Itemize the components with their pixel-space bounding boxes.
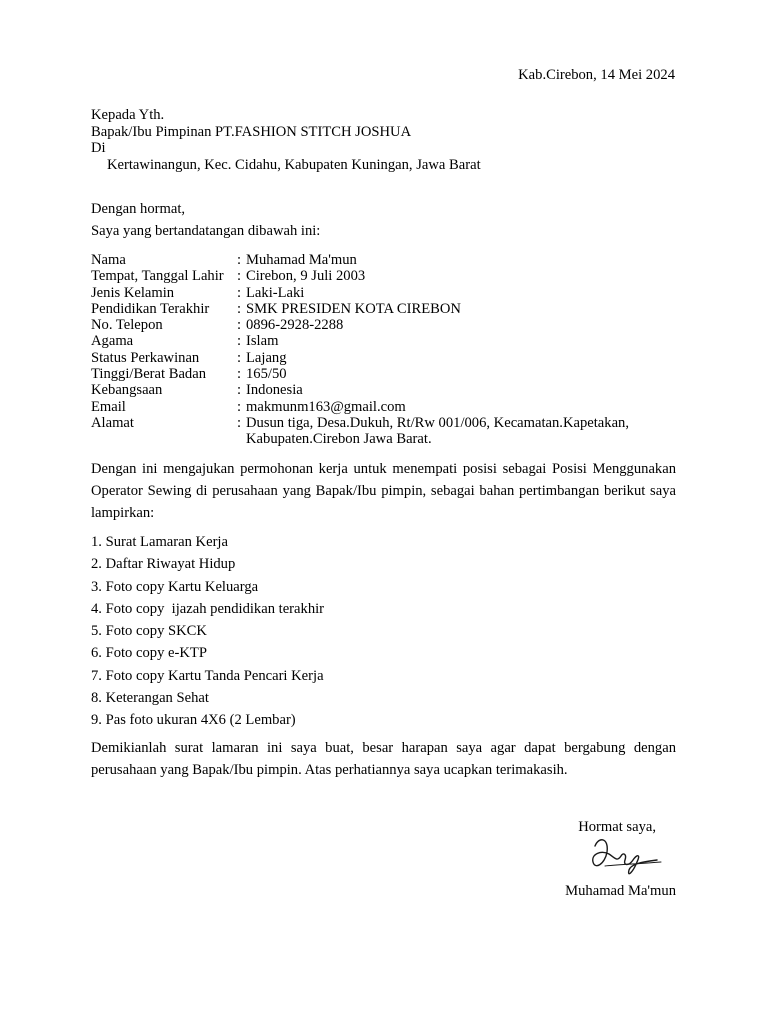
place-date: Kab.Cirebon, 14 Mei 2024 <box>518 67 675 83</box>
identity-separator: : <box>237 284 242 301</box>
identity-separator: : <box>237 382 242 399</box>
identity-separator: : <box>237 317 242 334</box>
identity-row <box>91 350 676 366</box>
identity-value: makmunm163@gmail.com <box>246 398 406 415</box>
identity-row <box>91 415 676 448</box>
identity-label: Email <box>91 398 126 415</box>
identity-value: Cirebon, 9 Juli 2003 <box>246 268 366 285</box>
recipient-address: Kertawinangun, Kec. Cidahu, Kabupaten Kuningan, Jawa Barat <box>107 156 481 173</box>
attachment-item: 2. Daftar Riwayat Hidup <box>91 556 236 573</box>
attachment-item: 5. Foto copy SKCK <box>91 623 207 640</box>
identity-row <box>91 317 676 333</box>
salutation: Dengan hormat, <box>91 201 186 217</box>
identity-row <box>91 333 676 349</box>
identity-separator: : <box>237 300 242 317</box>
identity-separator: : <box>237 349 242 366</box>
address-line-2: Kabupaten.Cirebon Jawa Barat. <box>246 431 432 448</box>
identity-value: Indonesia <box>246 382 303 399</box>
identity-label: Tinggi/Berat Badan <box>91 366 206 383</box>
identity-label: Agama <box>91 333 134 350</box>
identity-label: Nama <box>91 252 126 268</box>
recipient-line-1: Kepada Yth. <box>91 107 165 123</box>
identity-row <box>91 366 676 382</box>
greeting-block <box>91 198 320 242</box>
identity-value: 0896-2928-2288 <box>246 317 344 334</box>
handwritten-signature <box>585 832 665 880</box>
identity-value <box>246 415 676 448</box>
signer-name: Muhamad Ma'mun <box>565 883 676 899</box>
identity-table <box>91 252 676 448</box>
identity-row <box>91 285 676 301</box>
identity-value: Islam <box>246 333 279 350</box>
intro-line: Saya yang bertandatangan dibawah ini: <box>91 223 321 239</box>
identity-label: Tempat, Tanggal Lahir <box>91 268 224 285</box>
identity-row <box>91 252 676 268</box>
identity-value: 165/50 <box>246 366 287 383</box>
recipient-line-3: Di <box>91 140 106 156</box>
identity-value: Laki-Laki <box>246 284 305 301</box>
identity-label: Status Perkawinan <box>91 349 200 366</box>
identity-row <box>91 382 676 398</box>
identity-row <box>91 399 676 415</box>
identity-row <box>91 268 676 284</box>
identity-separator: : <box>237 366 242 383</box>
identity-separator: : <box>237 398 242 415</box>
identity-label: Pendidikan Terakhir <box>91 300 210 317</box>
identity-separator: : <box>237 414 242 431</box>
identity-separator: : <box>237 268 242 285</box>
identity-label: Jenis Kelamin <box>91 284 175 301</box>
identity-label: Alamat <box>91 414 134 431</box>
closing-paragraph: Demikianlah surat lamaran ini saya buat, besar harapan saya agar dapat bergabung dengan perusahaan yang Bapak/Ibu pimpin. Atas perhatiannya saya ucapkan terimakasih. <box>91 740 676 778</box>
identity-separator: : <box>237 333 242 350</box>
identity-row <box>91 301 676 317</box>
attachment-list <box>91 531 324 732</box>
attachment-item: 1. Surat Lamaran Kerja <box>91 534 228 550</box>
recipient-line-2: Bapak/Ibu Pimpinan PT.FASHION STITCH JOSHUA <box>91 123 412 140</box>
identity-separator: : <box>237 252 242 268</box>
application-paragraph: Dengan ini mengajukan permohonan kerja untuk menempati posisi sebagai Posisi Menggunakan Operator Sewing di perusahaan yang Bapak/Ibu pimpin, sebagai bahan pertimbangan berikut saya lampirkan: <box>91 461 676 521</box>
identity-label: Kebangsaan <box>91 382 163 399</box>
identity-value: Lajang <box>246 349 287 366</box>
address-line-1: Dusun tiga, Desa.Dukuh, Rt/Rw 001/006, Kecamatan.Kapetakan, <box>246 414 630 431</box>
attachment-item: 8. Keterangan Sehat <box>91 690 209 707</box>
identity-value: SMK PRESIDEN KOTA CIREBON <box>246 300 461 317</box>
identity-label: No. Telepon <box>91 317 163 334</box>
closing-salutation: Hormat saya, <box>578 819 656 835</box>
identity-value: Muhamad Ma'mun <box>246 252 357 268</box>
attachment-item: 6. Foto copy e-KTP <box>91 645 207 662</box>
attachment-item: 9. Pas foto ukuran 4X6 (2 Lembar) <box>91 712 296 729</box>
attachment-item: 3. Foto copy Kartu Keluarga <box>91 578 259 595</box>
recipient-block <box>91 107 481 173</box>
attachment-item: 4. Foto copy ijazah pendidikan terakhir <box>91 600 325 617</box>
attachment-item: 7. Foto copy Kartu Tanda Pencari Kerja <box>91 667 324 684</box>
